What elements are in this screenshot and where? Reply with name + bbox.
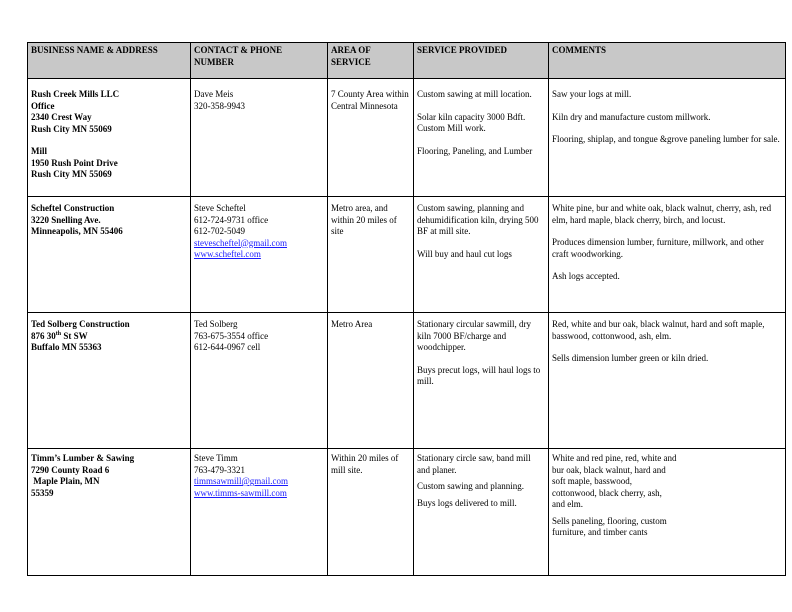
comment-text: Produces dimension lumber, furniture, millwork, and other craft woodworking.	[552, 237, 764, 259]
business-cell	[28, 197, 191, 313]
comments-cell	[549, 449, 786, 576]
area-cell	[328, 79, 414, 197]
service-cell	[414, 79, 549, 197]
business-cell	[28, 449, 191, 576]
email-link[interactable]: stevescheftel@gmail.com	[194, 237, 288, 248]
table-row	[28, 79, 786, 197]
comment-text: Sells paneling, flooring, custom furniture, and timber cants	[552, 515, 667, 537]
mill-city: Rush City MN 55069	[31, 169, 112, 179]
business-city: Buffalo MN 55363	[31, 342, 102, 352]
service-cell	[414, 449, 549, 576]
comment-text: and elm.	[552, 499, 583, 509]
contact-cell	[191, 449, 328, 576]
comments-cell	[549, 313, 786, 449]
business-street: 3220 Snelling Ave.	[31, 214, 101, 225]
business-street: 876 30th St SW	[31, 330, 88, 341]
website-link[interactable]: www.scheftel.com	[194, 249, 261, 259]
business-street: 7290 County Road 6	[31, 464, 110, 475]
business-zip: 55359	[31, 487, 54, 498]
website-link[interactable]: www.timms-sawmill.com	[194, 487, 287, 498]
comment-text: White pine, bur and white oak, black walnut, cherry, ash, red elm, hard maple, black cherry, birch, and locust.	[552, 203, 772, 225]
service-text: Custom sawing and planning.	[417, 481, 524, 491]
comments-cell	[549, 197, 786, 313]
business-name: Scheftel Construction	[31, 203, 115, 213]
contact-phone: 763-479-3321	[194, 464, 245, 475]
service-text: Will buy and haul cut logs	[417, 248, 512, 259]
contact-name: Steve Scheftel	[194, 203, 246, 213]
business-name: Rush Creek Mills LLC	[31, 89, 120, 99]
contact-phone: 763-675-3554 office	[194, 330, 269, 341]
contact-name: Steve Timm	[194, 453, 238, 463]
contact-cell	[191, 79, 328, 197]
business-name: Ted Solberg Construction	[31, 319, 130, 329]
comment-text: Kiln dry and manufacture custom millwork.	[552, 111, 711, 122]
contact-phone: 320-358-9943	[194, 100, 245, 111]
contact-cell	[191, 197, 328, 313]
area-cell	[328, 313, 414, 449]
area-cell	[328, 197, 414, 313]
table-row	[28, 197, 786, 313]
header-service: SERVICE PROVIDED	[414, 43, 549, 79]
header-row	[28, 43, 786, 79]
comment-text: bur oak, black walnut, hard and	[552, 464, 666, 475]
area-cell	[328, 449, 414, 576]
mill-street: 1950 Rush Point Drive	[31, 157, 118, 168]
contact-name: Dave Meis	[194, 89, 234, 99]
business-cell	[28, 79, 191, 197]
office-label: Office	[31, 100, 55, 111]
service-text: Buys precut logs, will haul logs to mill.	[417, 364, 541, 386]
comment-text: Red, white and bur oak, black walnut, hard and soft maple, basswood, cottonwood, ash, elm.	[552, 319, 765, 341]
business-cell	[28, 313, 191, 449]
service-cell	[414, 313, 549, 449]
table-row	[28, 313, 786, 449]
header-area: AREA OF SERVICE	[328, 43, 414, 79]
header-comments: COMMENTS	[549, 43, 786, 79]
mill-label: Mill	[31, 146, 47, 156]
contact-phone: 612-702-5049	[194, 226, 245, 236]
service-text: Stationary circle saw, band mill and planer.	[417, 453, 531, 475]
service-text: Solar kiln capacity 3000 Bdft. Custom Mill work.	[417, 111, 526, 133]
contact-name: Ted Solberg	[194, 319, 238, 329]
service-text: Custom sawing at mill location.	[417, 89, 532, 99]
contact-phone: 612-644-0967 cell	[194, 342, 261, 352]
service-text: Custom sawing, planning and dehumidification kiln, drying 500 BF at mill site.	[417, 203, 539, 236]
office-city: Rush City MN 55069	[31, 123, 112, 134]
comment-text: Sells dimension lumber green or kiln dried.	[552, 353, 709, 363]
comments-cell	[549, 79, 786, 197]
area-text: Metro Area	[331, 319, 373, 329]
sawmill-directory-table	[27, 42, 786, 576]
area-text: Within 20 miles of mill site.	[331, 453, 399, 475]
header-business: BUSINESS NAME & ADDRESS	[28, 43, 191, 79]
business-name: Timm’s Lumber & Sawing	[31, 453, 135, 463]
header-contact: CONTACT & PHONE NUMBER	[191, 43, 328, 79]
business-city: Minneapolis, MN 55406	[31, 226, 123, 236]
service-cell	[414, 197, 549, 313]
service-text: Stationary circular sawmill, dry kiln 7000 BF/charge and woodchipper.	[417, 319, 531, 352]
comment-text: White and red pine, red, white and	[552, 453, 677, 463]
comment-text: Saw your logs at mill.	[552, 89, 632, 99]
comment-text: cottonwood, black cherry, ash,	[552, 487, 662, 498]
comment-text: soft maple, basswood,	[552, 476, 632, 486]
contact-cell	[191, 313, 328, 449]
comment-text: Flooring, shiplap, and tongue &grove paneling lumber for sale.	[552, 134, 780, 144]
business-city: Maple Plain, MN	[31, 476, 100, 486]
office-street: 2340 Crest Way	[31, 112, 92, 122]
contact-phone: 612-724-9731 office	[194, 214, 269, 225]
table-row	[28, 449, 786, 576]
comment-text: Ash logs accepted.	[552, 271, 620, 281]
service-text: Flooring, Paneling, and Lumber	[417, 145, 533, 156]
area-text: Metro area, and within 20 miles of site	[331, 203, 397, 236]
service-text: Buys logs delivered to mill.	[417, 497, 517, 508]
email-link[interactable]: timmsawmill@gmail.com	[194, 476, 289, 486]
area-text: 7 County Area within Central Minnesota	[331, 89, 409, 111]
